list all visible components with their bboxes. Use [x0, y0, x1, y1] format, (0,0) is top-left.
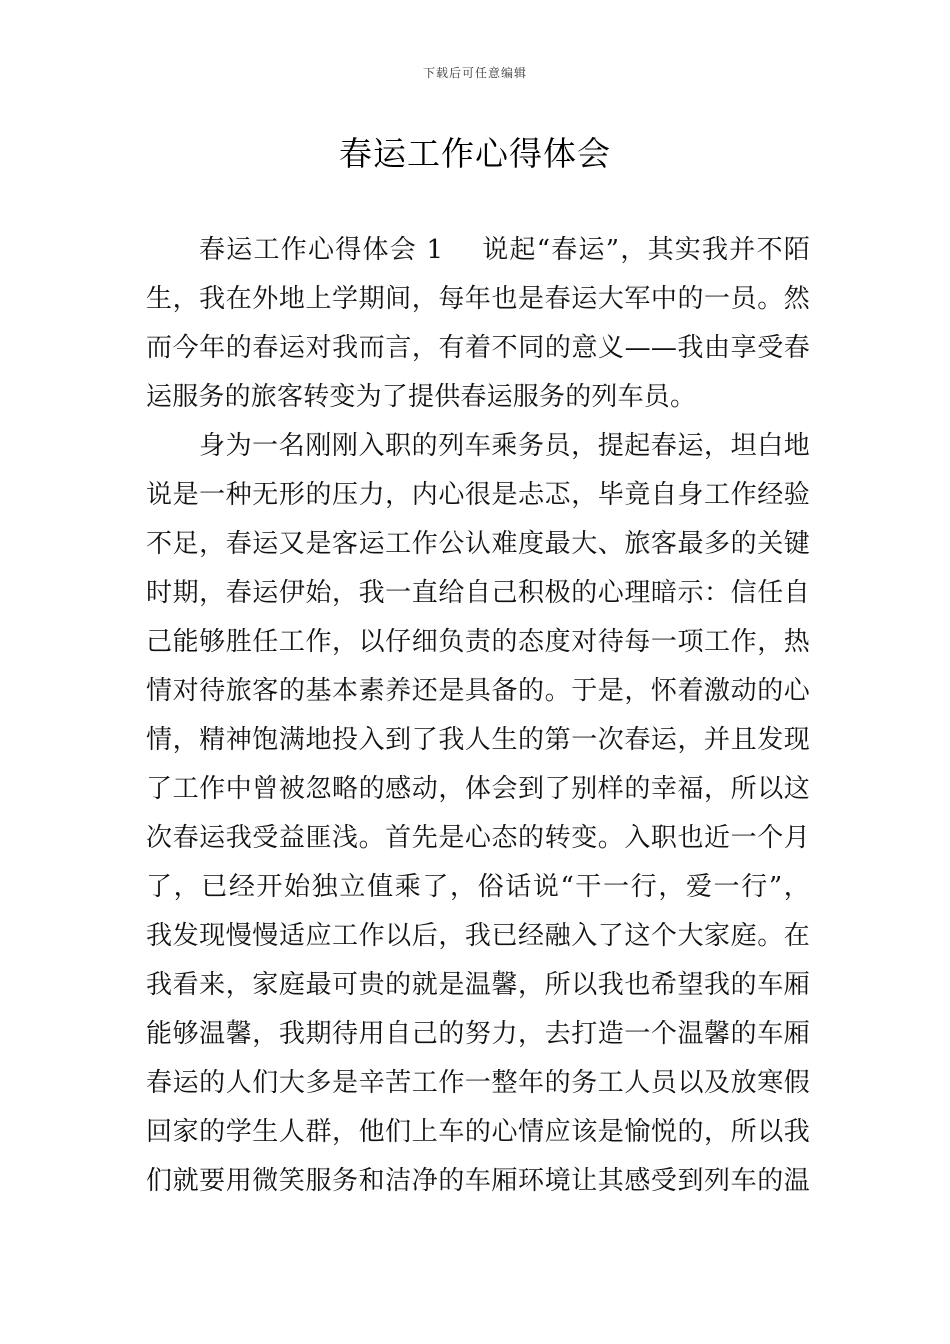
paragraph-2-line-12: 我看来，家庭最可贵的就是温馨，所以我也希望我的车厢: [146, 970, 810, 1000]
paragraph-2-line-14: 春运的人们大多是辛苦工作一整年的务工人员以及放寒假: [146, 1068, 810, 1098]
paragraph-1-line-3: 而今年的春运对我而言，有着不同的意义——我由享受春: [146, 333, 810, 363]
paragraph-2-line-1: 身为一名刚刚入职的列车乘务员，提起春运，坦白地: [199, 431, 810, 461]
paragraph-2-line-6: 情对待旅客的基本素养还是具备的。于是，怀着激动的心: [146, 676, 810, 706]
paragraph-2-line-8: 了工作中曾被忽略的感动，体会到了别样的幸福，所以这: [146, 774, 810, 804]
paragraph-2-line-13: 能够温馨，我期待用自己的努力，去打造一个温馨的车厢: [146, 1019, 810, 1049]
document-title: 春运工作心得体会: [339, 134, 611, 173]
paragraph-1-line-1: [146, 226, 810, 275]
paragraph-2-line-11: 我发现慢慢适应工作以后，我已经融入了这个大家庭。在: [146, 921, 810, 951]
header-note: 下载后可任意编辑: [422, 66, 527, 80]
paragraph-1-line-4: 运服务的旅客转变为了提供春运服务的列车员。: [146, 382, 697, 412]
paragraph-2-line-16: 们就要用微笑服务和洁净的车厢环境让其感受到列车的温: [146, 1166, 810, 1196]
paragraph-2-line-4: 时期，春运伊始，我一直给自己积极的心理暗示：信任自: [146, 578, 810, 608]
paragraph-2-line-5: 己能够胜任工作，以仔细负责的态度对待每一项工作，热: [146, 627, 810, 657]
paragraph-2-line-9: 次春运我受益匪浅。首先是心态的转变。入职也近一个月: [146, 823, 810, 853]
document-body: [146, 226, 810, 1206]
paragraph-2-line-7: 情，精神饱满地投入到了我人生的第一次春运，并且发现: [146, 725, 810, 755]
paragraph-2-line-2: 说是一种无形的压力，内心很是忐忑，毕竟自身工作经验: [146, 480, 810, 510]
paragraph-1-text: 说起“春运”，其实我并不陌: [481, 235, 810, 265]
paragraph-1-line-2: 生，我在外地上学期间，每年也是春运大军中的一员。然: [146, 284, 810, 314]
paragraph-2-line-3: 不足，春运又是客运工作公认难度最大、旅客最多的关键: [146, 529, 810, 559]
paragraph-2-line-10: 了，已经开始独立值乘了，俗话说“干一行，爱一行”，: [146, 872, 810, 902]
paragraph-2-line-15: 回家的学生人群，他们上车的心情应该是愉悦的，所以我: [146, 1117, 810, 1147]
paragraph-1-heading: 春运工作心得体会 1: [199, 235, 444, 265]
